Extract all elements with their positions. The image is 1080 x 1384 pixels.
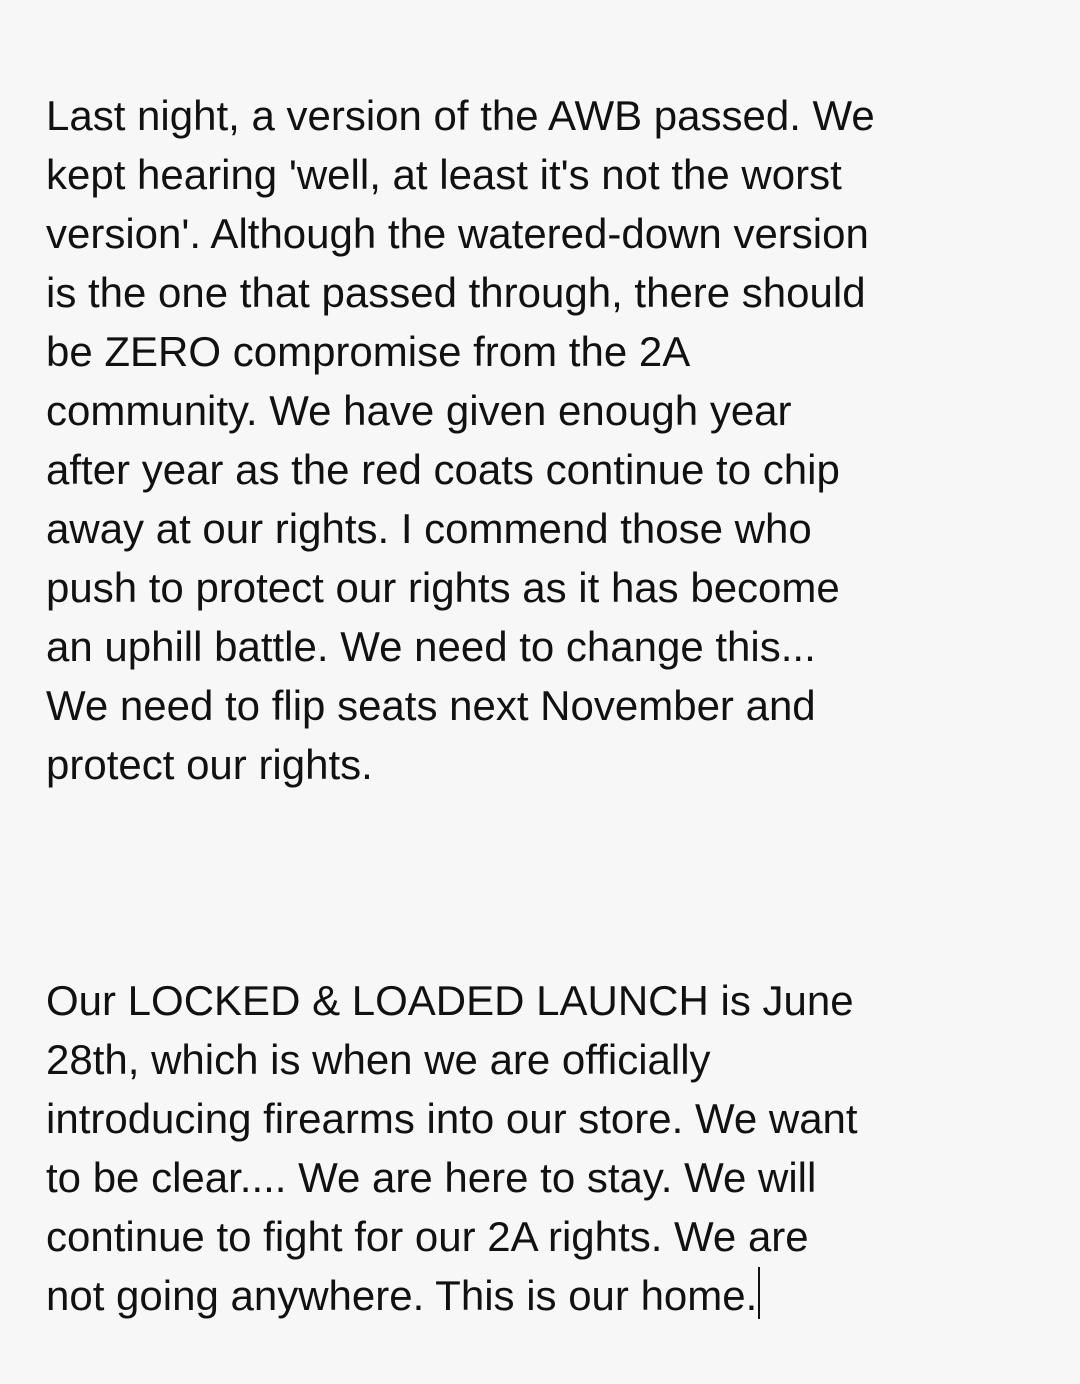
note-paragraph-2-text: Our LOCKED & LOADED LAUNCH is June 28th, which is when we are officially introducing firearms into our store. We want to be clear.... We are here to stay. We will continue to fight for our 2A rights. We are not going anywhere. This is our home.	[46, 977, 858, 1319]
note-paragraph-2	[46, 971, 1056, 1325]
note-text-editor[interactable]	[46, 27, 1056, 1384]
paragraph-spacer	[46, 853, 1056, 912]
note-paragraph-1: Last night, a version of the AWB passed. We kept hearing 'well, at least it's not the worst version'. Although the watered-down version is the one that passed through, there should be ZERO compromise from the 2A community. We have given enough year after year as the red coats continue to chip away at our rights. I commend those who push to protect our rights as it has become an uphill battle. We need to change this... We need to flip seats next November and protect our rights.	[46, 92, 875, 788]
text-cursor	[758, 1267, 760, 1319]
